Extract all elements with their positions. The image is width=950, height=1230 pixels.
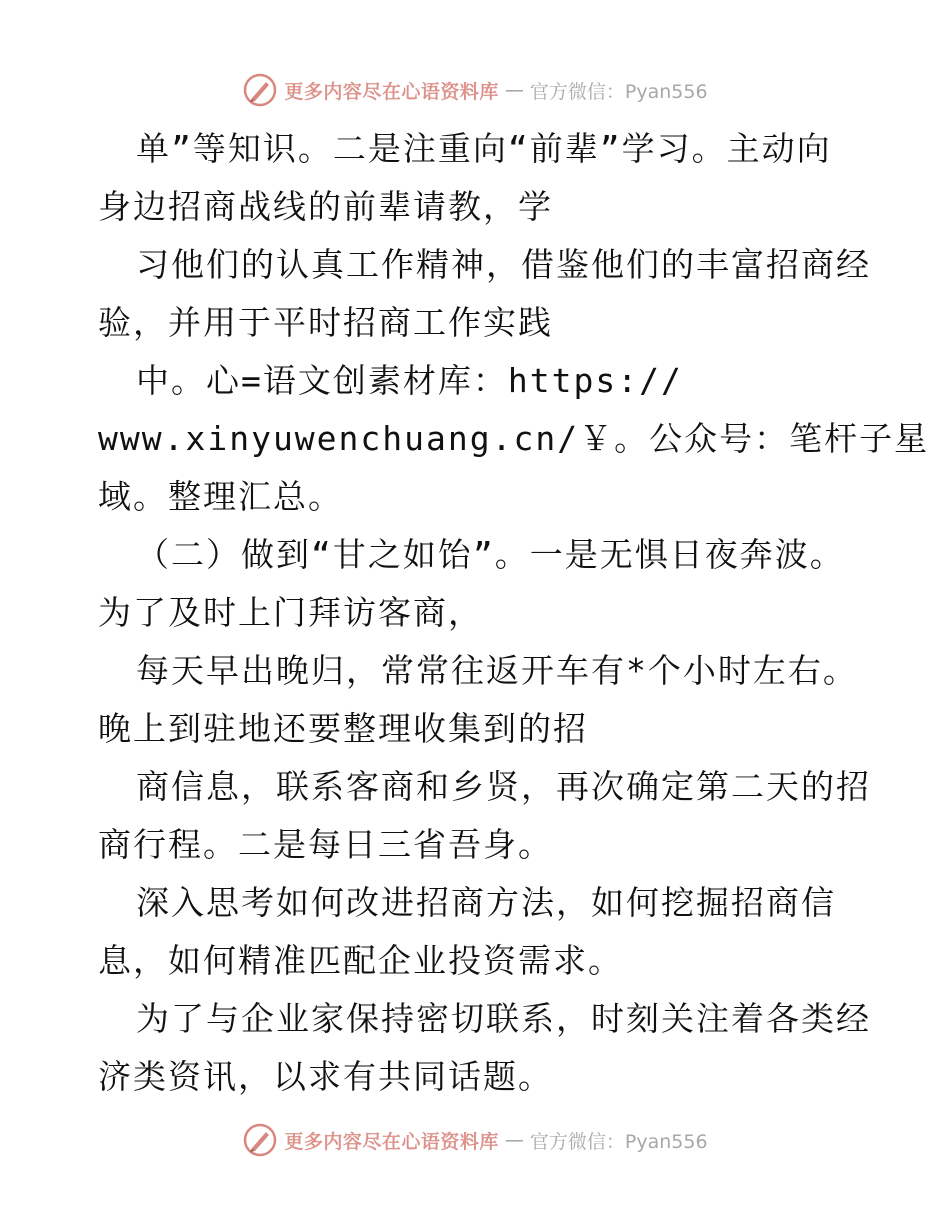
body-line: 身边招商战线的前辈请教，学 [98, 187, 553, 226]
body-line: 息，如何精准匹配企业投资需求。 [98, 941, 623, 980]
body-line: 商信息，联系客商和乡贤，再次确定第二天的招 [136, 767, 871, 806]
document-body [98, 120, 930, 1106]
header-watermark [0, 70, 950, 110]
watermark-contact-text: 官方微信：Pyan556 [529, 1130, 708, 1153]
watermark-brand-text: 更多内容尽在心语资料库 [284, 80, 499, 103]
footer-watermark [0, 1120, 950, 1160]
body-line: 中。心=语文创素材库：https:// [136, 361, 683, 400]
body-line: 验，并用于平时招商工作实践 [98, 303, 553, 342]
watermark-separator: — [504, 1129, 524, 1151]
body-line: 单”等知识。二是注重向“前辈”学习。主动向 [136, 129, 832, 168]
watermark-brand-text: 更多内容尽在心语资料库 [284, 1130, 499, 1153]
pen-logo-icon [242, 72, 278, 108]
body-line: www.xinyuwenchuang.cn/￥。公众号：笔杆子星 [98, 419, 930, 458]
body-line: 域。整理汇总。 [98, 477, 343, 516]
body-line: 晚上到驻地还要整理收集到的招 [98, 709, 588, 748]
watermark-separator: — [504, 79, 524, 101]
body-line: （二）做到“甘之如饴”。一是无惧日夜奔波。 [136, 535, 845, 574]
watermark-contact-text: 官方微信：Pyan556 [529, 80, 708, 103]
body-line: 为了及时上门拜访客商， [98, 593, 483, 632]
body-line: 商行程。二是每日三省吾身。 [98, 825, 553, 864]
body-line: 每天早出晚归，常常往返开车有*个小时左右。 [136, 651, 858, 690]
body-line: 深入思考如何改进招商方法，如何挖掘招商信 [136, 883, 836, 922]
body-line: 习他们的认真工作精神，借鉴他们的丰富招商经 [136, 245, 871, 284]
body-line: 为了与企业家保持密切联系，时刻关注着各类经 [136, 999, 871, 1038]
pen-logo-icon [242, 1122, 278, 1158]
body-line: 济类资讯，以求有共同话题。 [98, 1057, 553, 1096]
